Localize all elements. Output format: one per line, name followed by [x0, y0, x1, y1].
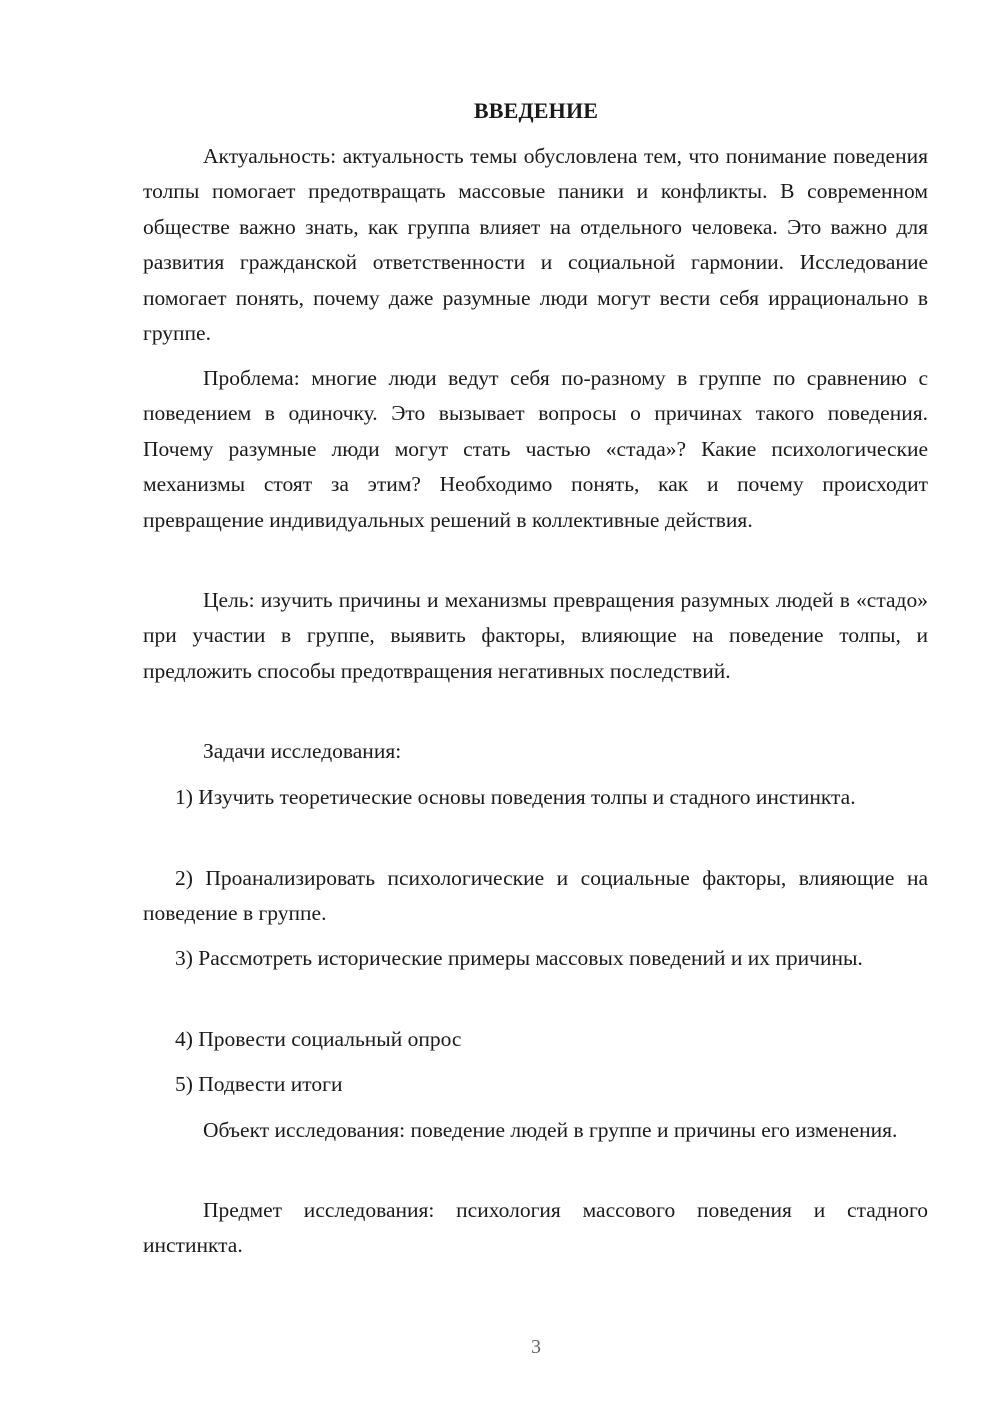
- task-item-4: 4) Провести социальный опрос: [175, 1027, 462, 1051]
- section-heading: ВВЕДЕНИЕ: [473, 98, 599, 123]
- task-item-1: 1) Изучить теоретические основы поведения толпы и стадного инстинкта.: [175, 785, 856, 809]
- subject-paragraph: Предмет исследования: психология массового поведения и стадного инстинкта.: [143, 1198, 928, 1258]
- relevance-paragraph: Актуальность: актуальность темы обусловлена тем, что понимание поведения толпы помогает предотвращать массовые паники и конфликты. В современном обществе важно знать, как группа влияет на отдельного человека. Это важно для развития гражданской ответственности и социальной гармонии. Исследование помогает понять, почему даже разумные люди могут вести себя иррационально в группе.: [143, 144, 928, 346]
- object-paragraph: Объект исследования: поведение людей в группе и причины его изменения.: [203, 1118, 898, 1142]
- task-item-3: 3) Рассмотреть исторические примеры массовых поведений и их причины.: [175, 946, 863, 970]
- tasks-title: Задачи исследования:: [203, 739, 402, 763]
- task-item-5: 5) Подвести итоги: [175, 1072, 343, 1096]
- problem-paragraph: Проблема: многие люди ведут себя по-разному в группе по сравнению с поведением в одиночку. Это вызывает вопросы о причинах такого поведения. Почему разумные люди могут стать частью «стада»? Какие психологические механизмы стоят за этим? Необходимо понять, как и почему происходит превращение индивидуальных решений в коллективные действия.: [143, 366, 928, 532]
- task-item-2: 2) Проанализировать психологические и социальные факторы, влияющие на поведение в группе.: [143, 866, 928, 926]
- goal-paragraph: Цель: изучить причины и механизмы превращения разумных людей в «стадо» при участии в группе, выявить факторы, влияющие на поведение толпы, и предложить способы предотвращения негативных последствий.: [143, 588, 928, 683]
- page-number: 3: [531, 1336, 541, 1358]
